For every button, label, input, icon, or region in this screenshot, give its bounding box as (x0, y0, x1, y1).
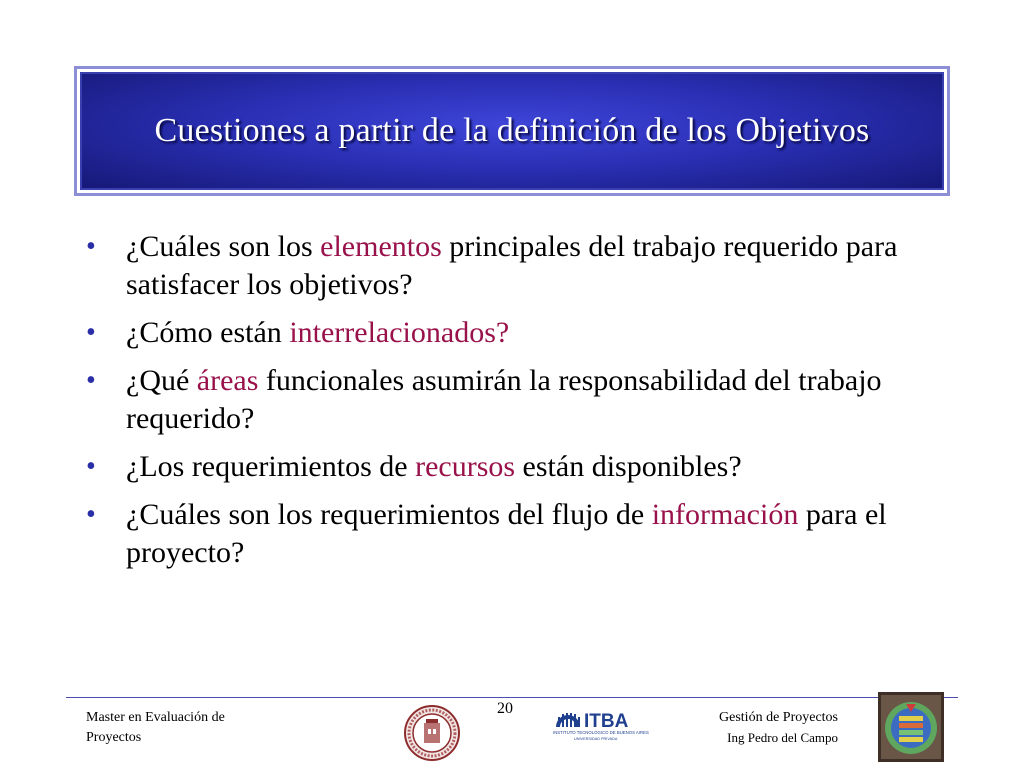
bullet-icon: • (86, 231, 96, 262)
bullet-icon: • (86, 365, 96, 396)
bullet-item (86, 362, 946, 438)
itba-logo (552, 707, 664, 741)
bullet-icon: • (86, 499, 96, 530)
itba-logo-text: ITBA (584, 711, 629, 732)
bullet-item (86, 314, 946, 352)
page-number: 20 (497, 700, 513, 717)
bullet-text: ¿Cuáles son los requerimientos del flujo de (126, 498, 652, 531)
book-cover-icon (878, 692, 944, 762)
footer-left (86, 708, 286, 748)
footer-divider (66, 697, 958, 698)
bullet-highlight: interrelacionados? (289, 316, 510, 349)
itba-logo-subtext2: UNIVERSIDAD PRIVADA (574, 737, 618, 741)
footer-course-line1: Master en Evaluación de (86, 710, 225, 725)
bullet-item (86, 448, 946, 486)
title-banner (74, 66, 950, 196)
slide-title: Cuestiones a partir de la definición de los Objetivos (154, 112, 870, 149)
bullet-item (86, 228, 946, 304)
bullet-text: ¿Qué (126, 364, 197, 397)
bullet-text: ¿Cómo están (126, 316, 290, 349)
bullet-text: ¿Los requerimientos de (126, 450, 416, 483)
footer-course-line2: Proyectos (86, 730, 142, 745)
bullet-text: están disponibles? (515, 450, 742, 483)
bullet-text: para el proyecto? (126, 498, 887, 569)
bullet-text: ¿Cuáles son los (126, 230, 321, 263)
footer-subject: Gestión de Proyectos (719, 710, 838, 725)
bullet-highlight: recursos (415, 450, 516, 483)
university-seal-icon (404, 705, 460, 761)
bullet-highlight: elementos (320, 230, 442, 263)
bullet-icon: • (86, 317, 96, 348)
bullet-text: principales del trabajo requerido para satisfacer los objetivos? (126, 230, 898, 301)
bullet-icon: • (86, 451, 96, 482)
bullet-text: funcionales asumirán la responsabilidad del trabajo requerido? (126, 364, 882, 435)
itba-logo-subtext: INSTITUTO TECNOLÓGICO DE BUENOS AIRES (553, 730, 649, 735)
bullet-highlight: información (651, 498, 799, 531)
bullet-item (86, 496, 946, 572)
bullet-list (86, 228, 946, 582)
bullet-highlight: áreas (196, 364, 259, 397)
footer-right (680, 708, 838, 748)
footer-author: Ing Pedro del Campo (727, 730, 838, 745)
